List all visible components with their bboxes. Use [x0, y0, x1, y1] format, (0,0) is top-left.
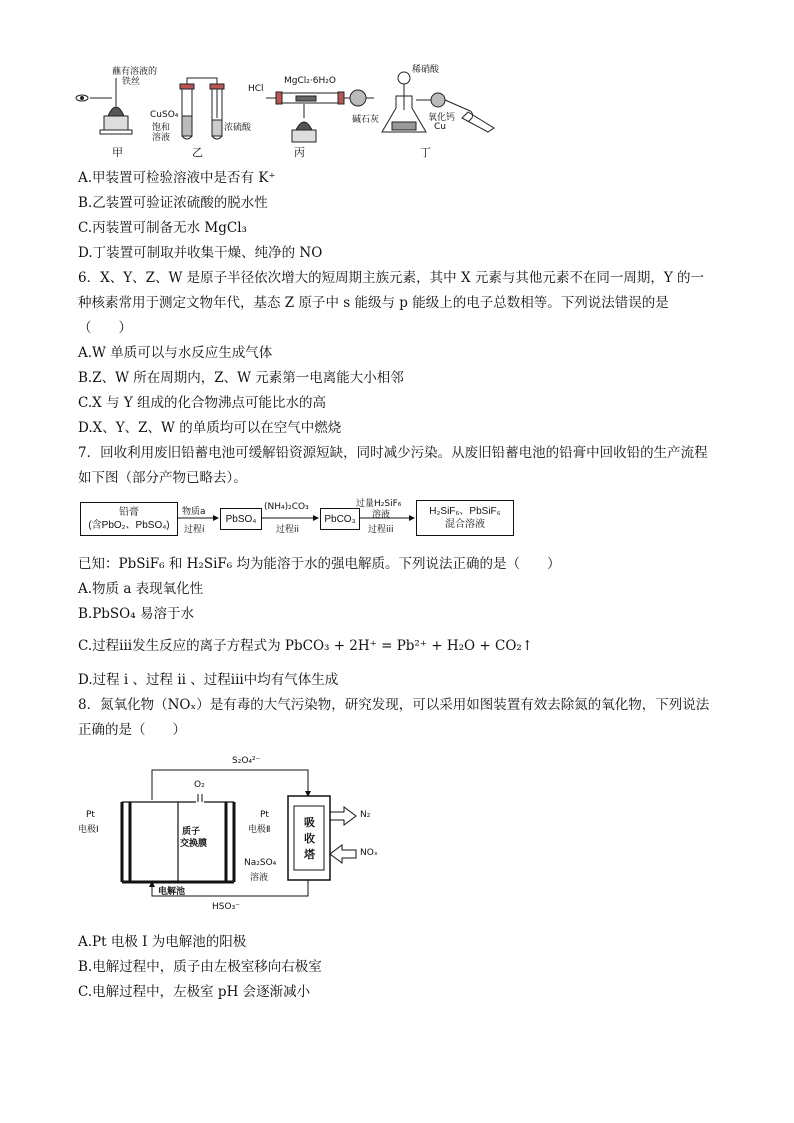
flow-arrows — [80, 496, 520, 544]
label-solution: 溶液 — [250, 873, 269, 883]
q8-option-a: A.Pt 电极 Ⅰ 为电解池的阳极 — [78, 934, 247, 950]
label-tower-3: 塔 — [304, 848, 315, 861]
q8-stem-1: 8．氮氧化物（NOₓ）是有毒的大气污染物，研究发现，可以采用如图装置有效去除氮的氧化物，下列说法 — [78, 697, 710, 713]
label-tower-2: 收 — [304, 832, 315, 845]
flow-arrow2-bottom: 过程ii — [276, 525, 300, 535]
q5-option-c: C.丙装置可制备无水 MgCl₃ — [78, 220, 247, 236]
label-membrane-1: 质子 — [182, 827, 201, 837]
label-ding-cao: 氧化钙 — [428, 113, 456, 123]
label-electrode-1: 电极Ⅰ — [78, 825, 99, 835]
q6-stem-1: 6．X、Y、Z、W 是原子半径依次增大的短周期主族元素，其中 X 元素与其他元素不在同一周期，Y 的一 — [78, 270, 705, 286]
label-membrane-2: 交换膜 — [180, 839, 208, 849]
flow-box-lead-paste-l1: 铅膏 — [119, 507, 139, 518]
q7-known: 已知：PbSiF₆ 和 H₂SiF₆ 均为能溶于水的强电解质。下列说法正确的是（ ） — [78, 556, 561, 572]
label-ding-cu: Cu — [434, 122, 446, 132]
flow-box-lead-paste-l2: (含PbO₂、PbSO₄) — [88, 520, 170, 531]
label-o2: O₂ — [194, 780, 205, 790]
caption-jia: 甲 — [112, 146, 123, 159]
label-n2: N₂ — [360, 810, 371, 820]
q5-option-d: D.丁装置可制取并收集干燥、纯净的 NO — [78, 245, 323, 261]
q8-electrolysis-diagram — [78, 750, 398, 920]
q5-option-a: A.甲装置可检验溶液中是否有 K⁺ — [78, 170, 276, 186]
yi-apparatus — [180, 78, 224, 139]
flow-box-pbco3: PbCO₃ — [320, 508, 360, 530]
q6-option-c: C.X 与 Y 组成的化合物沸点可能比水的高 — [78, 395, 327, 411]
label-na2so4: Na₂SO₄ — [244, 858, 277, 868]
q6-option-b: B.Z、W 所在周期内，Z、W 元素第一电离能大小相邻 — [78, 370, 404, 386]
label-s2o4: S₂O₄²⁻ — [232, 756, 261, 766]
q7-option-b: B.PbSO₄ 易溶于水 — [78, 606, 194, 622]
caption-yi: 乙 — [192, 146, 203, 159]
label-yi-cuso4: CuSO₄ — [150, 110, 179, 120]
q7-stem-2: 如下图（部分产物已略去）。 — [78, 470, 247, 486]
flow-arrow3-top1: 过量H₂SiF₆ — [356, 499, 402, 509]
apparatus-figure — [70, 58, 510, 158]
q6-stem-2: 种核素常用于测定文物年代，基态 Z 原子中 s 能级与 p 能级上的电子总数相等。下列说法错误的是 — [78, 295, 669, 311]
q8-diagram-drawing — [78, 750, 398, 920]
flow-arrow2-top: (NH₄)₂CO₃ — [264, 502, 309, 512]
label-bing-mgcl2: MgCl₂·6H₂O — [284, 76, 336, 86]
flow-box-pbso4: PbSO₄ — [220, 508, 262, 530]
caption-bing: 丙 — [294, 146, 305, 159]
label-nox: NOₓ — [360, 848, 378, 858]
label-pt2: Pt — [260, 810, 269, 820]
label-yi-solution: 溶液 — [152, 133, 171, 143]
q7-option-a: A.物质 a 表现氧化性 — [78, 581, 204, 597]
label-bing-sodalime: 碱石灰 — [352, 115, 380, 125]
label-bing-hcl: HCl — [248, 84, 264, 94]
flow-arrow3-top2: 溶液 — [372, 510, 391, 520]
flow-arrow1-top: 物质a — [182, 507, 206, 517]
label-yi-h2so4: 浓硫酸 — [224, 123, 252, 133]
q8-stem-2: 正确的是（ ） — [78, 722, 186, 738]
flow-arrow1-bottom: 过程i — [184, 525, 205, 535]
caption-ding: 丁 — [420, 146, 431, 159]
label-pt1: Pt — [86, 810, 95, 820]
label-yi-saturated: 饱和 — [152, 123, 171, 133]
label-hso3: HSO₃⁻ — [212, 902, 240, 912]
flow-box-mixed-l1: H₂SiF₆、PbSiF₆ — [429, 506, 501, 517]
q6-stem-3: （ ） — [78, 320, 132, 336]
label-ding-hno3: 稀硝酸 — [412, 65, 440, 75]
flow-arrow3-bottom: 过程iii — [368, 525, 394, 535]
q7-stem-1: 7．回收利用废旧铅蓄电池可缓解铅资源短缺，同时减少污染。从废旧铅蓄电池的铅膏中回收铅的生产流程 — [78, 445, 708, 461]
label-electrolysis-cell: 电解池 — [158, 887, 186, 897]
q8-option-c: C.电解过程中，左极室 pH 会逐渐减小 — [78, 984, 311, 1000]
label-electrode-2: 电极Ⅱ — [248, 825, 271, 835]
label-jia-top: 蘸有溶液的 — [112, 67, 158, 77]
label-jia-top2: 铁丝 — [122, 77, 141, 87]
flow-box-mixed-l2: 混合溶液 — [445, 519, 485, 530]
q7-flowchart — [80, 496, 520, 544]
q8-option-b: B.电解过程中，质子由左极室移向右极室 — [78, 959, 322, 975]
q7-option-c: C.过程iii发生反应的离子方程式为 PbCO₃ + 2H⁺ = Pb²⁺ + H₂O + CO₂↑ — [78, 638, 534, 654]
q6-option-d: D.X、Y、Z、W 的单质均可以在空气中燃烧 — [78, 420, 342, 436]
q7-option-d: D.过程 i 、过程 ii 、过程iii中均有气体生成 — [78, 672, 339, 688]
label-tower-1: 吸 — [304, 816, 315, 829]
q5-option-b: B.乙装置可验证浓硫酸的脱水性 — [78, 195, 268, 211]
q6-option-a: A.W 单质可以与水反应生成气体 — [78, 345, 273, 361]
